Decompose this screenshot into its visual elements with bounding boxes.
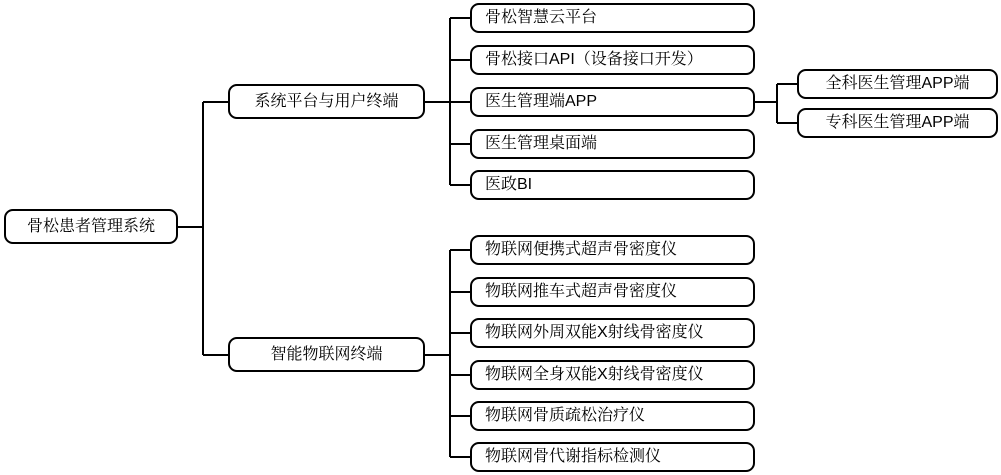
node-iot-portable-ultrasound: 物联网便携式超声骨密度仪 bbox=[470, 235, 755, 265]
node-iot-osteoporosis-therapy: 物联网骨质疏松治疗仪 bbox=[470, 401, 755, 431]
node-medical-bi: 医政BI bbox=[470, 170, 755, 200]
node-branch-iot: 智能物联网终端 bbox=[228, 337, 425, 372]
node-branch-platform: 系统平台与用户终端 bbox=[228, 84, 425, 119]
node-root: 骨松患者管理系统 bbox=[4, 209, 178, 244]
node-gp-doctor-app: 全科医生管理APP端 bbox=[797, 69, 998, 99]
node-specialist-doctor-app: 专科医生管理APP端 bbox=[797, 108, 998, 138]
node-api: 骨松接口API（设备接口开发） bbox=[470, 45, 755, 75]
node-doctor-app: 医生管理端APP bbox=[470, 87, 755, 117]
node-cloud-platform: 骨松智慧云平台 bbox=[470, 3, 755, 33]
node-iot-cart-ultrasound: 物联网推车式超声骨密度仪 bbox=[470, 277, 755, 307]
node-iot-wholebody-dxa: 物联网全身双能X射线骨密度仪 bbox=[470, 360, 755, 390]
node-iot-bone-metabolism: 物联网骨代谢指标检测仪 bbox=[470, 442, 755, 472]
node-iot-peripheral-dxa: 物联网外周双能X射线骨密度仪 bbox=[470, 318, 755, 348]
node-doctor-desktop: 医生管理桌面端 bbox=[470, 129, 755, 159]
